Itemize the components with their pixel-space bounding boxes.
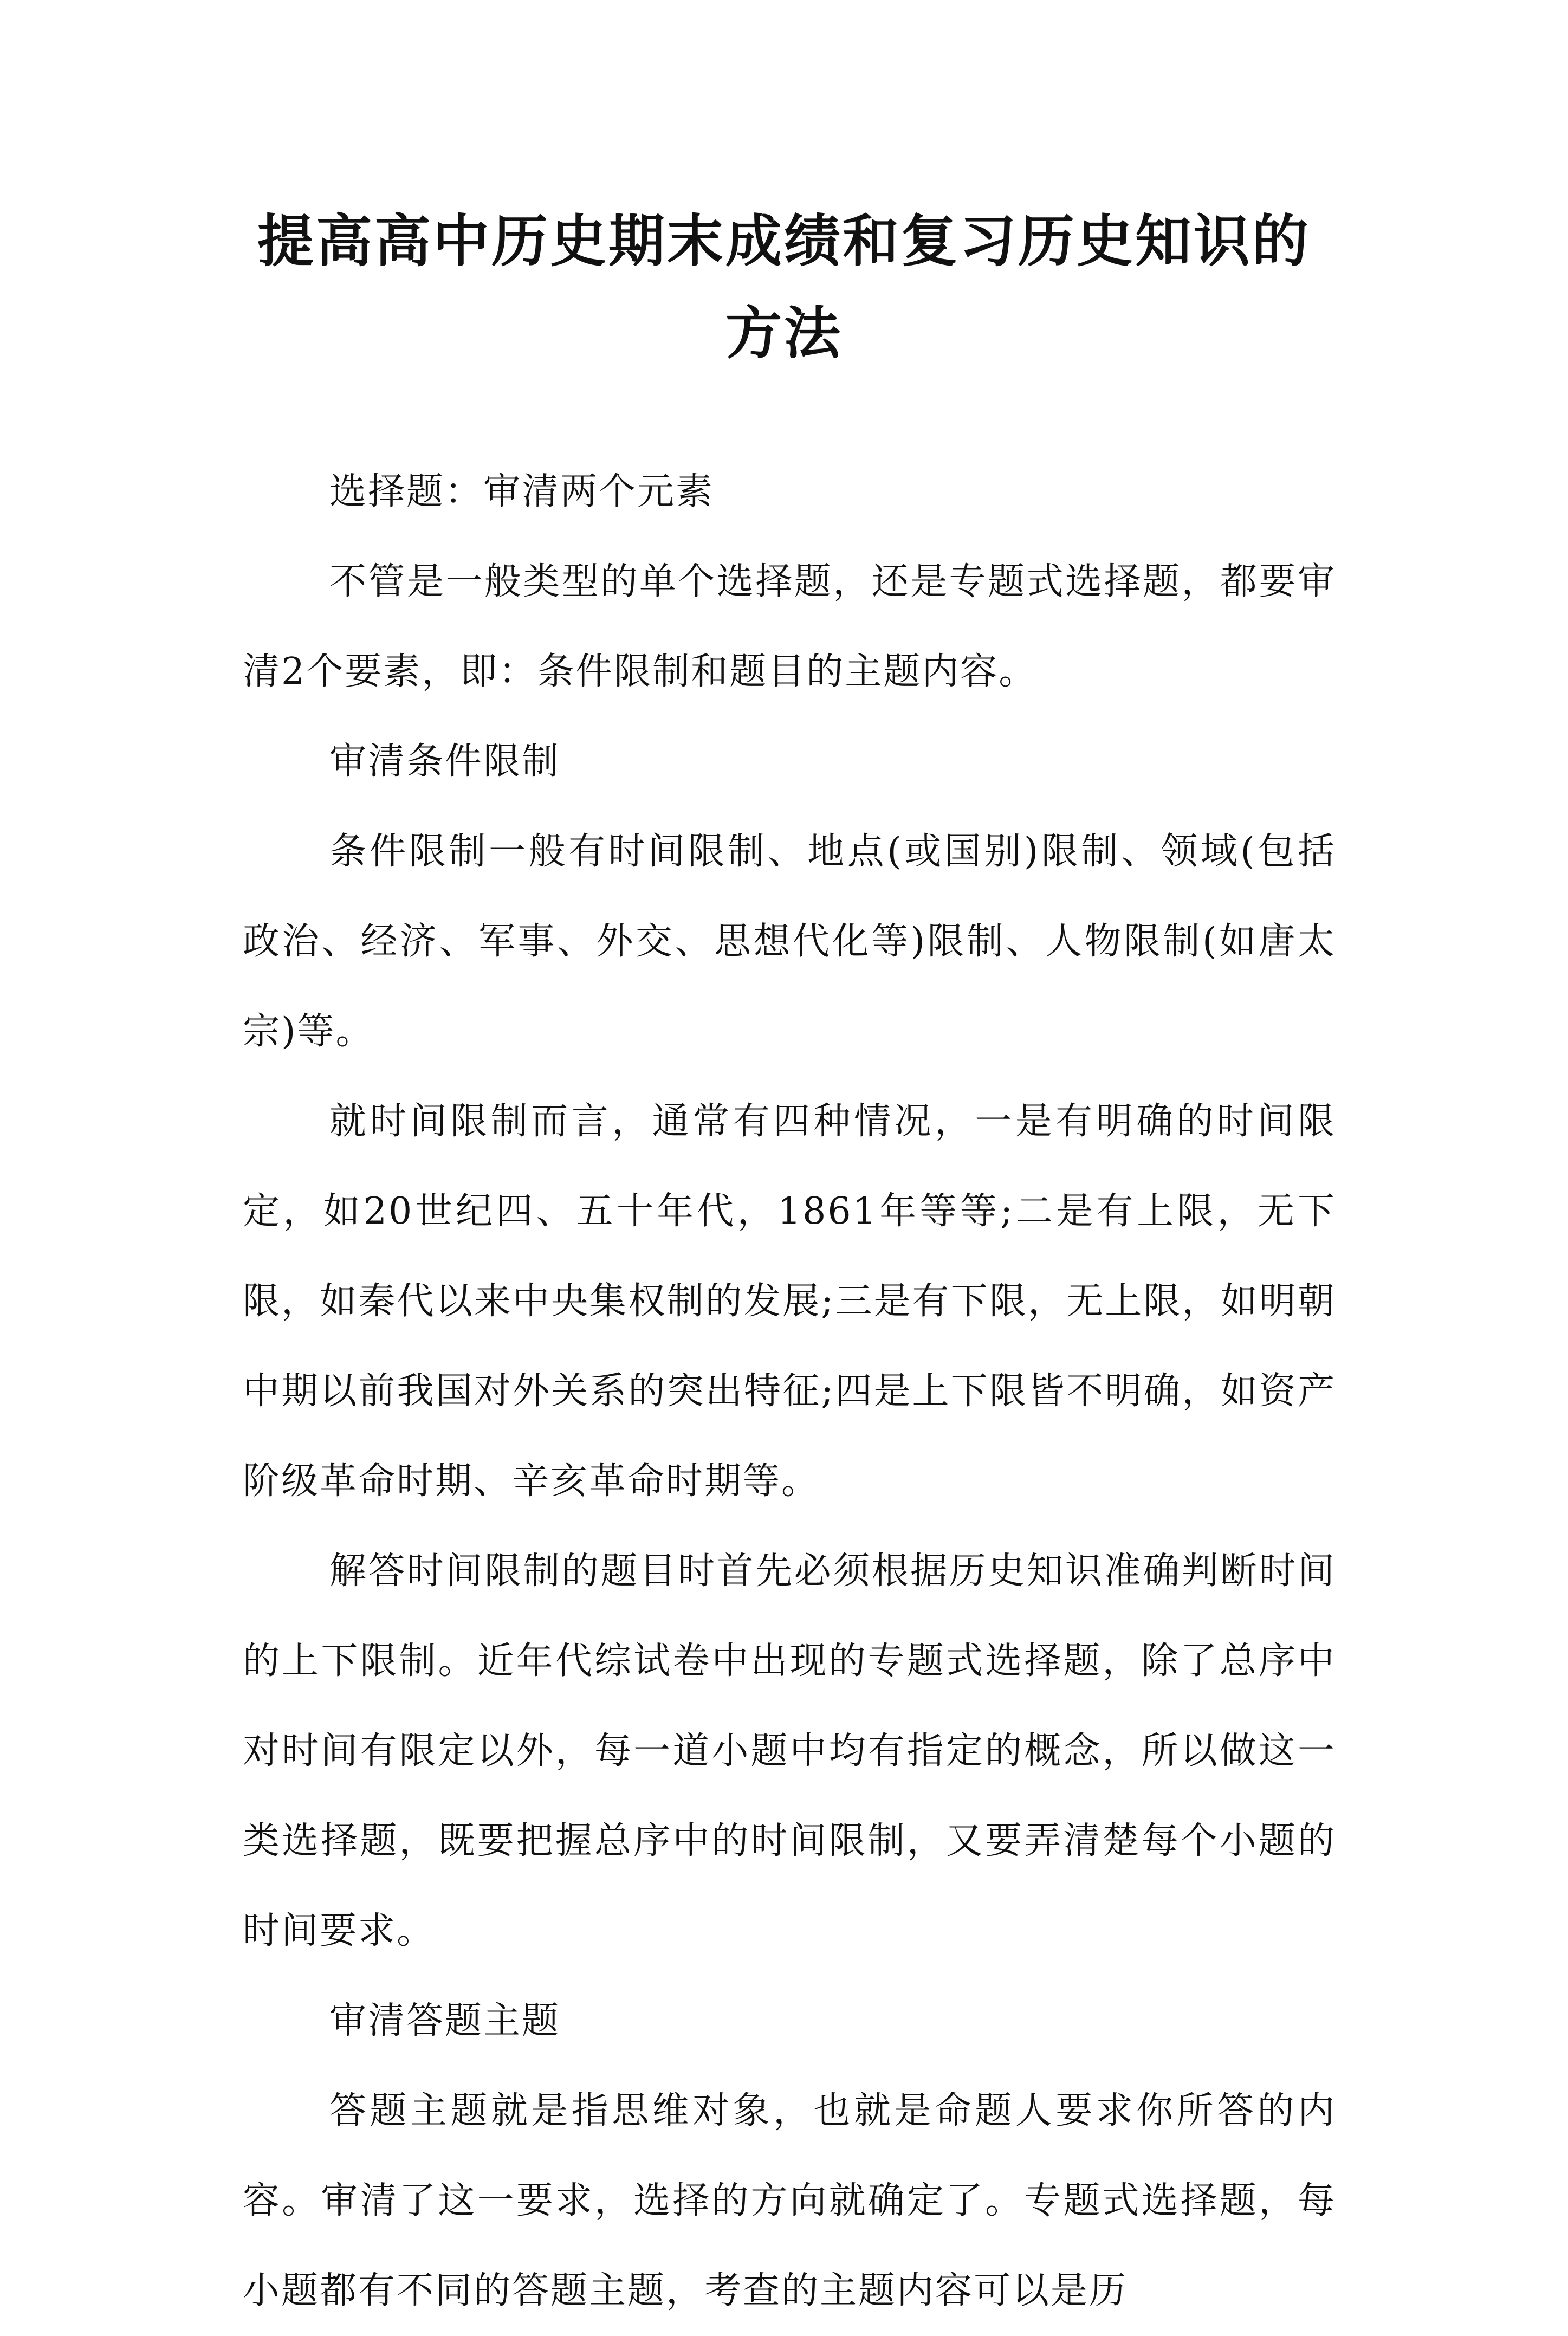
section-heading-choice-questions: 选择题：审清两个元素 bbox=[329, 470, 715, 513]
section-heading-answer-topic: 审清答题主题 bbox=[329, 1999, 561, 2042]
document-title bbox=[233, 195, 1335, 379]
section-heading-conditions: 审清条件限制 bbox=[329, 740, 561, 783]
title-line-2: 方法 bbox=[725, 300, 843, 366]
paragraph-answering-time-limits: 解答时间限制的题目时首先必须根据历史知识准确判断时间的上下限制。近年代综试卷中出现的专题式选择题，除了总序中对时间有限定以外，每一道小题中均有指定的概念，所以做这一类选择题，既要把握总序中的时间限制，又要弄清楚每个小题的时间要求。 bbox=[243, 1550, 1336, 1952]
paragraph-condition-types: 条件限制一般有时间限制、地点(或国别)限制、领域(包括政治、经济、军事、外交、思想代化等)限制、人物限制(如唐太宗)等。 bbox=[243, 830, 1336, 1053]
title-line-1: 提高高中历史期末成绩和复习历史知识的 bbox=[257, 208, 1311, 274]
paragraph-answer-topic: 答题主题就是指思维对象，也就是命题人要求你所答的内容。审清了这一要求，选择的方向就确定了。专题式选择题，每小题都有不同的答题主题，考查的主题内容可以是历 bbox=[243, 2089, 1336, 2312]
paragraph-time-limits: 就时间限制而言，通常有四种情况，一是有明确的时间限定，如20世纪四、五十年代，1861年等等;二是有上限，无下限，如秦代以来中央集权制的发展;三是有下限，无上限，如明朝中期以前我国对外关系的突出特征;四是上下限皆不明确，如资产阶级革命时期、辛亥革命时期等。 bbox=[243, 1100, 1336, 1503]
paragraph-two-elements: 不管是一般类型的单个选择题，还是专题式选择题，都要审清2个要素，即：条件限制和题目的主题内容。 bbox=[243, 560, 1336, 693]
document-body bbox=[243, 447, 1336, 2336]
